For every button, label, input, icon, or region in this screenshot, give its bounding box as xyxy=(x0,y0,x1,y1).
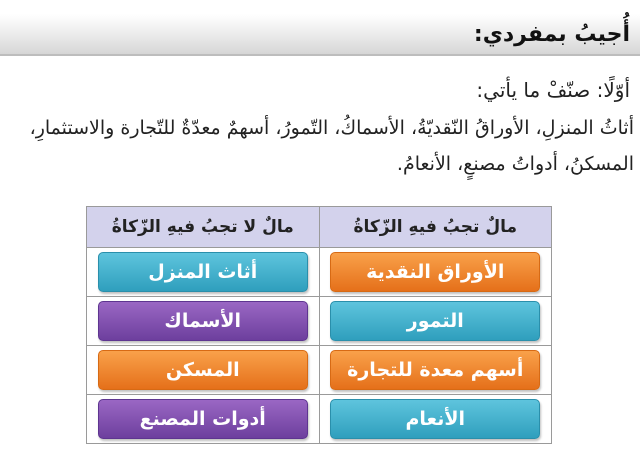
header-zakat-due: مالٌ تجبُ فيهِ الزّكاةُ xyxy=(319,207,552,248)
answer-box: الأنعام xyxy=(330,399,540,439)
table-row xyxy=(87,395,552,444)
answer-box: أدوات المصنع xyxy=(98,399,308,439)
table-row xyxy=(87,297,552,346)
page-title: أُجيبُ بمفردي: xyxy=(473,22,630,47)
answer-box: أثاث المنزل xyxy=(98,252,308,292)
header-bar xyxy=(0,14,640,56)
answer-box: الأسماك xyxy=(98,301,308,341)
answer-box: التمور xyxy=(330,301,540,341)
answer-box: المسكن xyxy=(98,350,308,390)
header-zakat-not-due: مالٌ لا تجبُ فيهِ الزّكاةُ xyxy=(87,207,320,248)
answer-box: أسهم معدة للتجارة xyxy=(330,350,540,390)
table-header-row xyxy=(87,207,552,248)
classification-table xyxy=(86,206,552,444)
section-label: أوّلًا: صنّفْ ما يأتي: xyxy=(476,78,630,102)
table-row xyxy=(87,346,552,395)
table-row xyxy=(87,248,552,297)
answer-box: الأوراق النقدية xyxy=(330,252,540,292)
instruction-text: أثاثُ المنزلِ، الأوراقُ النّقديّةُ، الأسماكُ، التّمورُ، أسهمٌ معدّةٌ للتّجارة والاستثمارِ، المسكنُ، أدواتُ مصنعٍ، الأنعامُ. xyxy=(29,117,634,175)
